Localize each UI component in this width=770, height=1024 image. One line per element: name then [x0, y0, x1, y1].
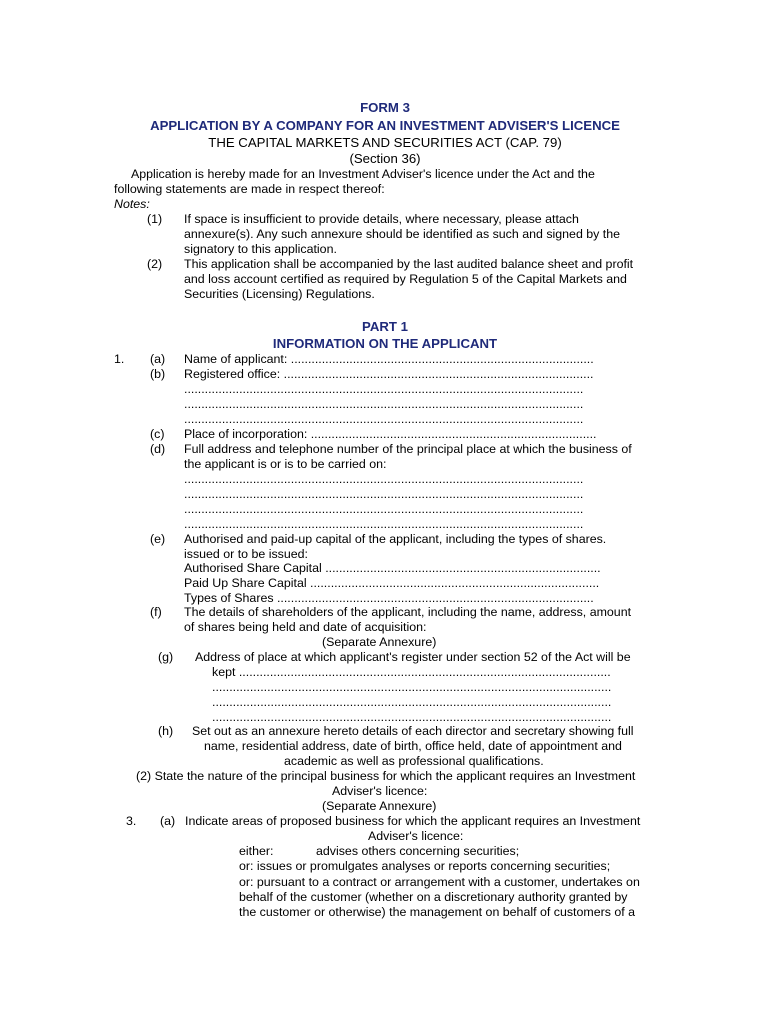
- note-1-line: signatory to this application.: [184, 242, 337, 256]
- note-1-number: (1): [147, 212, 163, 226]
- dotted-line: ....................................................................................................................: [184, 397, 584, 411]
- item-d-label: (d): [150, 442, 166, 456]
- item-h-line: name, residential address, date of birth, office held, date of appointment and: [204, 739, 622, 753]
- note-2-line: Securities (Licensing) Regulations.: [184, 287, 375, 301]
- dotted-line: ....................................................................................................................: [212, 710, 612, 724]
- section-1-number: 1.: [114, 352, 125, 366]
- note-1-line: annexure(s). Any such annexure should be identified as such and signed by the: [184, 227, 621, 241]
- either-option: advises others concerning securities;: [316, 844, 520, 858]
- item-g-label: (g): [158, 650, 174, 664]
- dotted-line: ....................................................................................................................: [184, 382, 584, 396]
- either-label: either:: [239, 844, 274, 858]
- separate-annexure-note: (Separate Annexure): [322, 799, 437, 813]
- form-title: APPLICATION BY A COMPANY FOR AN INVESTMENT ADVISER'S LICENCE: [150, 118, 620, 133]
- item-d-line: Full address and telephone number of the principal place at which the business of: [184, 442, 632, 456]
- separate-annexure-note: (Separate Annexure): [322, 635, 437, 649]
- form-number: FORM 3: [360, 100, 410, 115]
- note-1-line: If space is insufficient to provide details, where necessary, please attach: [184, 212, 579, 226]
- section-2-line: Adviser's licence:: [332, 784, 428, 798]
- or-option: or: issues or promulgates analyses or reports concerning securities;: [239, 859, 611, 873]
- item-h-line: academic as well as professional qualifications.: [284, 754, 544, 768]
- item-g-line: Address of place at which applicant's register under section 52 of the Act will be: [195, 650, 631, 664]
- authorised-share-capital-field: Authorised Share Capital ................................................................................: [184, 561, 601, 575]
- register-address-field: kept ............................................................................................................: [212, 665, 611, 679]
- intro-line-1: Application is hereby made for an Investment Adviser's licence under the Act and the: [131, 167, 595, 181]
- dotted-line: ....................................................................................................................: [184, 502, 584, 516]
- item-3a-line: Adviser's licence:: [368, 829, 464, 843]
- item-3a-label: (a): [160, 814, 176, 828]
- item-h-label: (h): [158, 724, 174, 738]
- registered-office-field: Registered office: ..........................................................................................: [184, 367, 594, 381]
- note-2-line: and loss account certified as required by Regulation 5 of the Capital Markets and: [184, 272, 627, 286]
- item-e-label: (e): [150, 532, 166, 546]
- dotted-line: ....................................................................................................................: [184, 412, 584, 426]
- item-f-line: The details of shareholders of the applicant, including the name, address, amount: [184, 605, 632, 619]
- dotted-line: ....................................................................................................................: [184, 487, 584, 501]
- or-option-continued: the customer or otherwise) the management on behalf of customers of a: [239, 905, 636, 919]
- paid-up-share-capital-field: Paid Up Share Capital ....................................................................................: [184, 576, 600, 590]
- item-f-label: (f): [150, 605, 162, 619]
- note-2-number: (2): [147, 257, 163, 271]
- part-subtitle: INFORMATION ON THE APPLICANT: [272, 336, 498, 351]
- dotted-line: ....................................................................................................................: [184, 472, 584, 486]
- item-e-line: issued or to be issued:: [184, 547, 308, 561]
- dotted-line: ....................................................................................................................: [212, 695, 612, 709]
- dotted-line: ....................................................................................................................: [184, 517, 584, 531]
- item-a-label: (a): [150, 352, 166, 366]
- item-e-line: Authorised and paid-up capital of the applicant, including the types of shares.: [184, 532, 607, 546]
- place-of-incorporation-field: Place of incorporation: ...................................................................................: [184, 427, 597, 441]
- act-title: THE CAPITAL MARKETS AND SECURITIES ACT (CAP. 79): [208, 135, 562, 150]
- item-b-label: (b): [150, 367, 166, 381]
- section-3-number: 3.: [126, 814, 137, 828]
- item-d-line: the applicant is or is to be carried on:: [184, 457, 387, 471]
- part-title: PART 1: [362, 319, 408, 334]
- types-of-shares-field: Types of Shares ............................................................................................: [184, 591, 594, 605]
- intro-line-2: following statements are made in respect thereof:: [114, 182, 385, 196]
- name-of-applicant-field: Name of applicant: ........................................................................................: [184, 352, 594, 366]
- or-option-continued: behalf of the customer (whether on a discretionary authority granted by: [239, 890, 628, 904]
- section-reference: (Section 36): [349, 151, 421, 166]
- item-h-line: Set out as an annexure hereto details of each director and secretary showing full: [192, 724, 634, 738]
- item-3a-line: Indicate areas of proposed business for which the applicant requires an Investment: [185, 814, 641, 828]
- note-2-line: This application shall be accompanied by the last audited balance sheet and profit: [184, 257, 634, 271]
- or-option: or: pursuant to a contract or arrangement with a customer, undertakes on: [239, 875, 640, 889]
- item-f-line: of shares being held and date of acquisition:: [184, 620, 427, 634]
- item-c-label: (c): [150, 427, 165, 441]
- dotted-line: ....................................................................................................................: [212, 680, 612, 694]
- notes-label: Notes:: [114, 197, 150, 211]
- section-2-line: (2) State the nature of the principal business for which the applicant requires an Investment: [136, 769, 636, 783]
